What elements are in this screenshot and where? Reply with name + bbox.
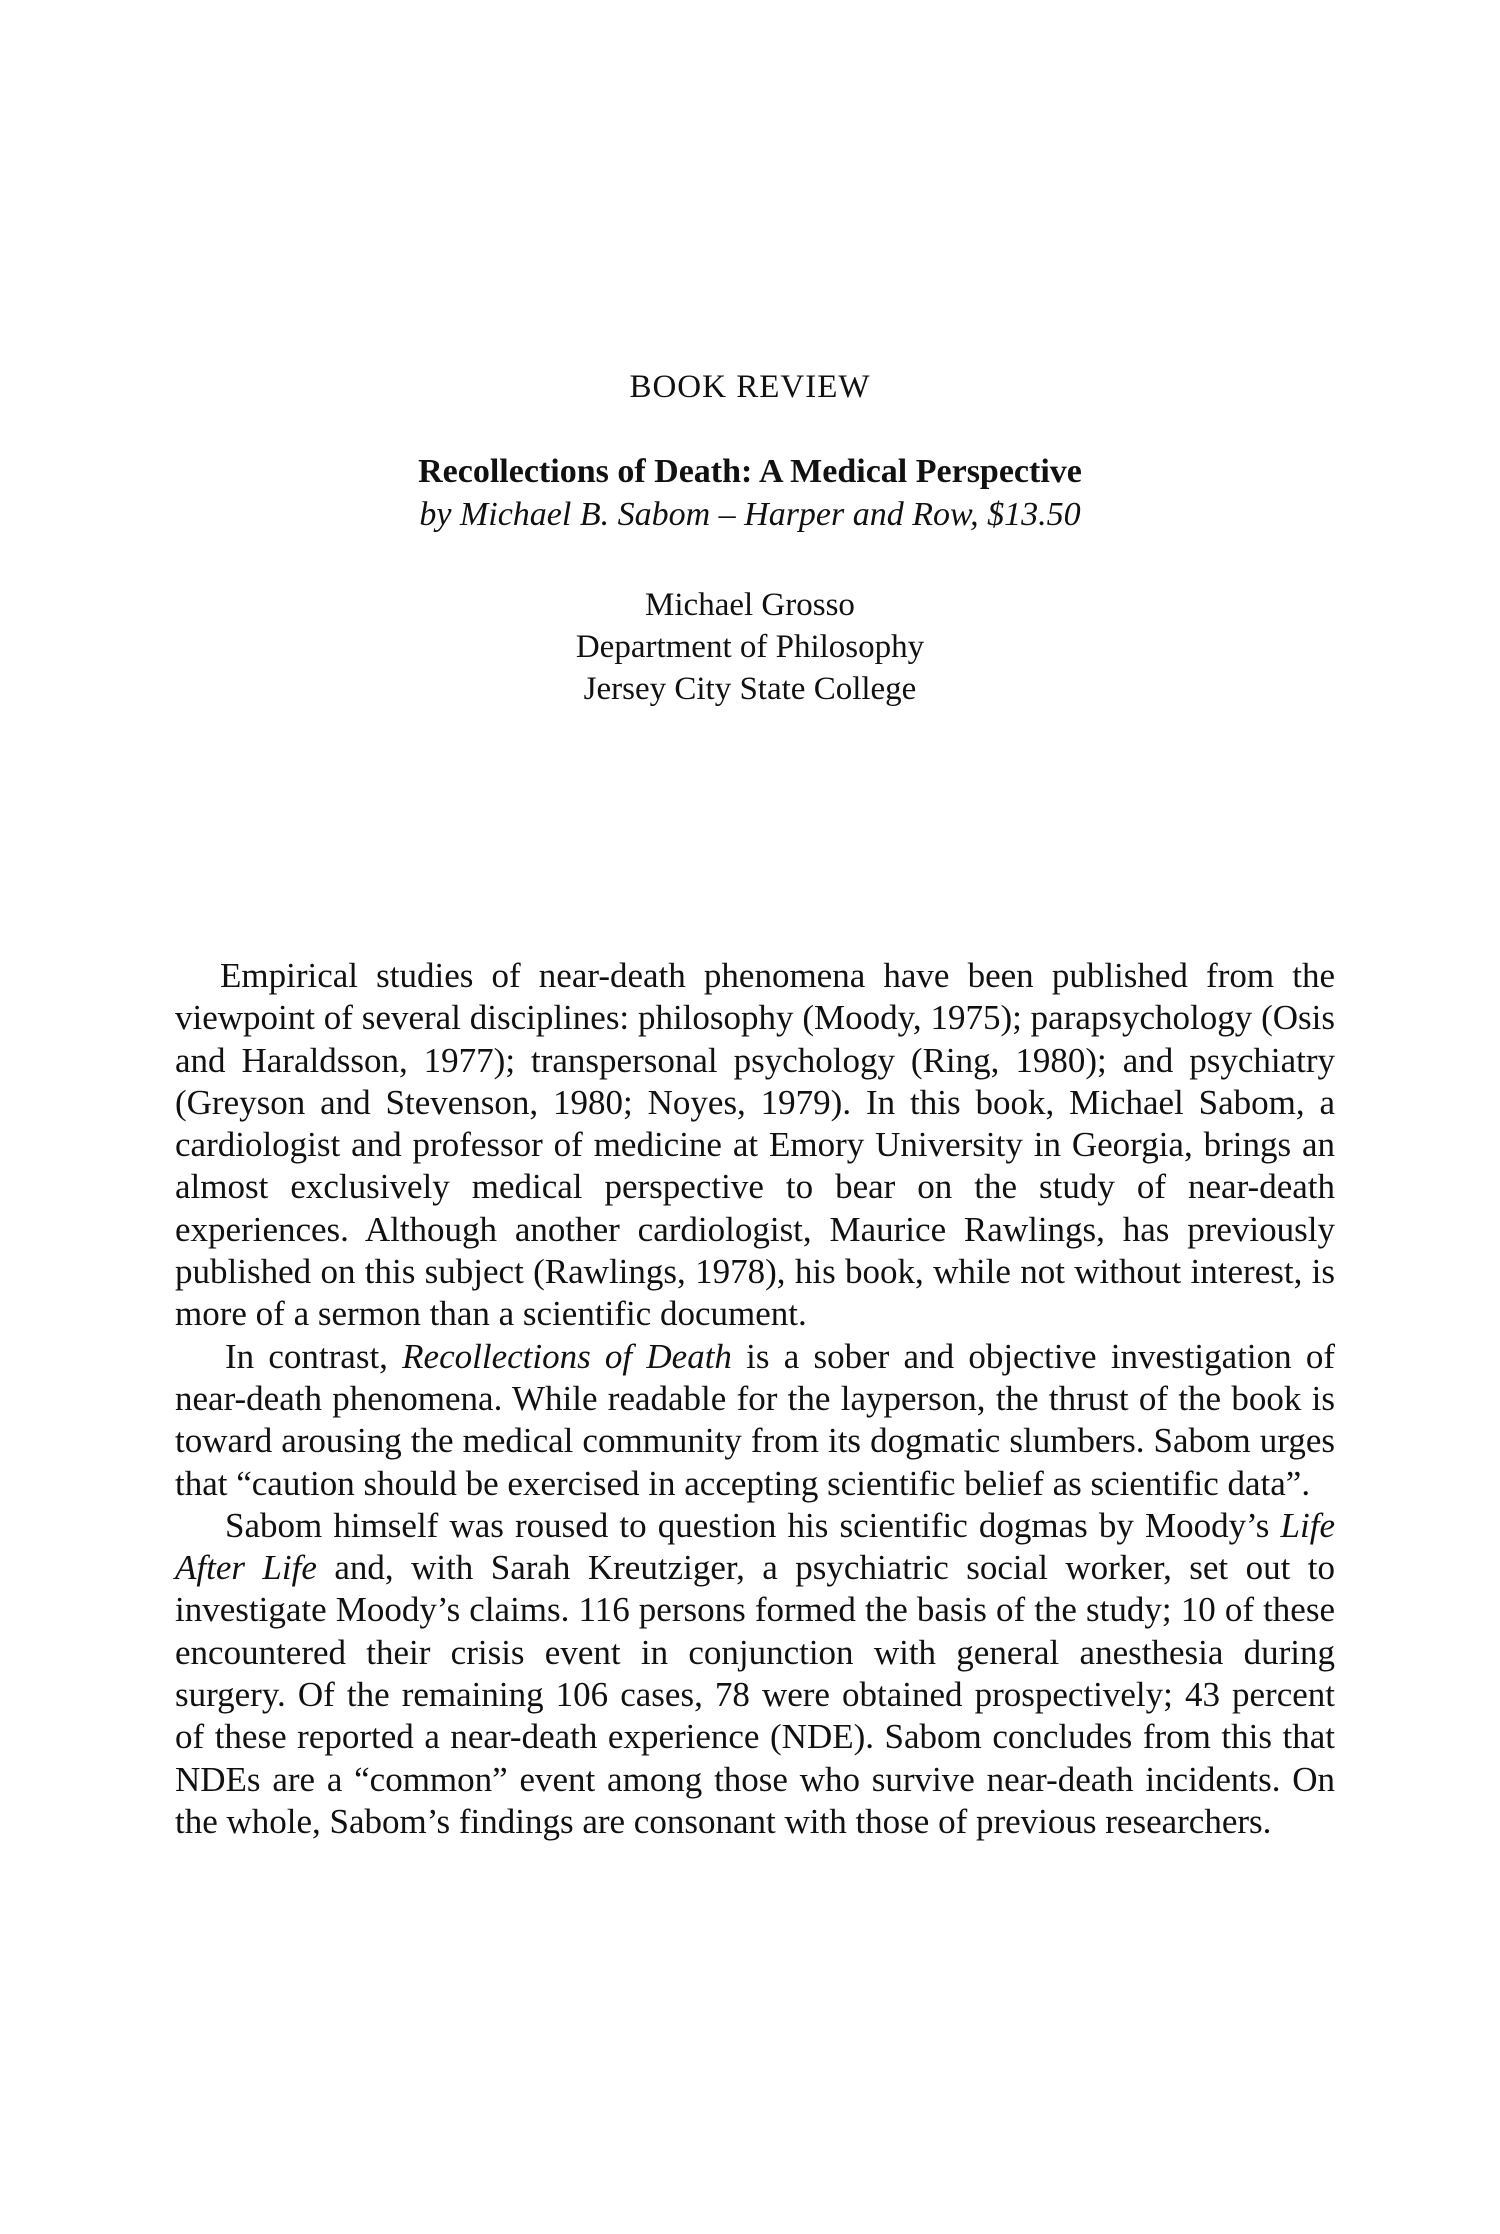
reviewer-name: Michael Grosso xyxy=(645,587,855,623)
paragraph-1: Empirical studies of near-death phenomena have been published from the viewpoint of several disciplines: philosophy (Moody, 1975); parapsychology (Osis and Haraldsson, 1977); transpersonal psychology (Ring, 1980); and psychiatry (Greyson and Stevenson, 1980; Noyes, 1979). In this book, Michael Sabom, a cardiologist and professor of medicine at Emory University in Georgia, brings an almost exclusively medical perspective to bear on the study of near-death experiences. Although another cardiologist, Maurice Rawlings, has previously published on this subject (Rawlings, 1978), his book, while not without interest, is more of a sermon than a scientific document. xyxy=(175,956,1335,1334)
moody-title-reference: Life After Life xyxy=(175,1505,1335,1588)
reviewer-block xyxy=(0,584,1500,710)
paragraph-3-text-a: Sabom himself was roused to question his scientific dogmas by Moody’s xyxy=(225,1505,1281,1545)
reviewer-institution: Jersey City State College xyxy=(583,671,917,707)
paragraph-2 xyxy=(175,1336,1335,1505)
book-citation xyxy=(0,450,1500,536)
book-title: Recollections of Death: A Medical Perspective xyxy=(418,453,1082,490)
paragraph-3-text-b: and, with Sarah Kreutziger, a psychiatric social worker, set out to investigate Moody’s claims. 116 persons formed the basis of the study; 10 of these encountered their crisis event in conjunction with general anesthesia during surgery. Of the remaining 106 cases, 78 were obtained prospectively; 43 percent of these reported a near-death experience (NDE). Sabom concludes from this that NDEs are a “common” event among those who survive near-death incidents. On the whole, Sabom’s findings are consonant with those of previous researchers. xyxy=(175,1548,1335,1841)
book-byline: by Michael B. Sabom – Harper and Row, $13.50 xyxy=(419,496,1081,533)
paragraph-3 xyxy=(175,1505,1335,1843)
section-label: BOOK REVIEW xyxy=(629,369,871,405)
book-title-reference: Recollections of Death xyxy=(402,1336,732,1376)
review-body xyxy=(175,955,1335,1843)
paragraph-2-text-b: is a sober and objective investigation of near-death phenomena. While readable for the layperson, the thrust of the book is toward arousing the medical community from its dogmatic slumbers. Sabom urges that “caution should be exercised in accepting scientific belief as scientific data”. xyxy=(175,1336,1336,1503)
reviewer-department: Department of Philosophy xyxy=(575,629,925,665)
paragraph-2-text-a: In contrast, xyxy=(225,1336,403,1376)
